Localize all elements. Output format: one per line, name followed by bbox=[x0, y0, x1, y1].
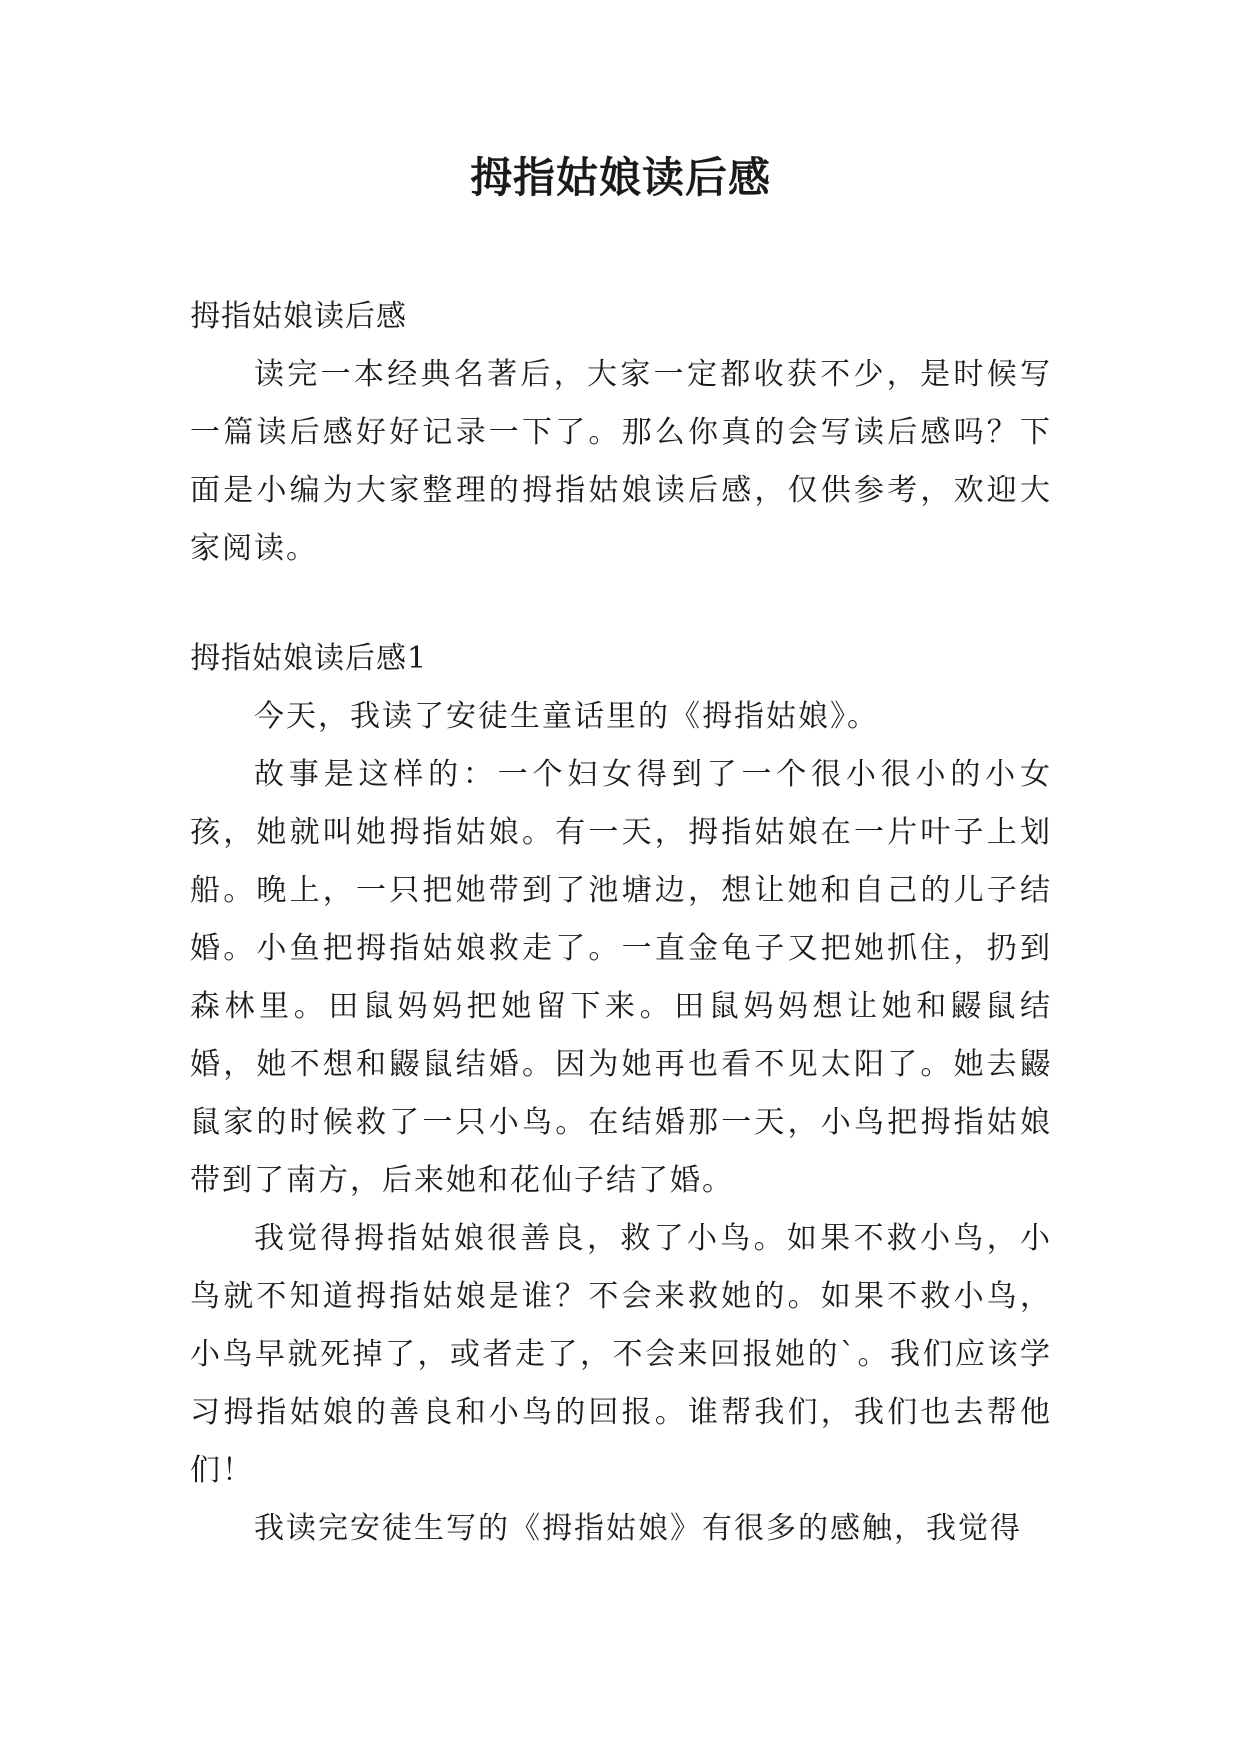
section-1-paragraph-3: 我觉得拇指姑娘很善良，救了小鸟。如果不救小鸟，小鸟就不知道拇指姑娘是谁？不会来救她的。如果不救小鸟，小鸟早就死掉了，或者走了，不会来回报她的`。我们应该学习拇指姑娘的善良和小鸟的回报。谁帮我们，我们也去帮他们！ bbox=[190, 1221, 1052, 1488]
section-1-heading: 拇指姑娘读后感1 bbox=[190, 641, 428, 676]
section-spacer bbox=[190, 578, 1052, 630]
document-body bbox=[190, 288, 1052, 1558]
document-title: 拇指姑娘读后感 bbox=[469, 153, 771, 202]
section-1-paragraph-4: 我读完安徒生写的《拇指姑娘》有很多的感触，我觉得 bbox=[254, 1511, 1022, 1546]
intro-paragraph: 读完一本经典名著后，大家一定都收获不少，是时候写一篇读后感好好记录一下了。那么你真的会写读后感吗？下面是小编为大家整理的拇指姑娘读后感，仅供参考，欢迎大家阅读。 bbox=[190, 357, 1052, 566]
intro-heading: 拇指姑娘读后感 bbox=[190, 299, 407, 334]
section-1-paragraph-1: 今天，我读了安徒生童话里的《拇指姑娘》。 bbox=[254, 699, 879, 734]
section-1-paragraph-2: 故事是这样的：一个妇女得到了一个很小很小的小女孩，她就叫她拇指姑娘。有一天，拇指姑娘在一片叶子上划船。晚上，一只把她带到了池塘边，想让她和自己的儿子结婚。小鱼把拇指姑娘救走了。一直金龟子又把她抓住，扔到森林里。田鼠妈妈把她留下来。田鼠妈妈想让她和鼹鼠结婚，她不想和鼹鼠结婚。因为她再也看不见太阳了。她去鼹鼠家的时候救了一只小鸟。在结婚那一天，小鸟把拇指姑娘带到了南方，后来她和花仙子结了婚。 bbox=[190, 757, 1052, 1198]
